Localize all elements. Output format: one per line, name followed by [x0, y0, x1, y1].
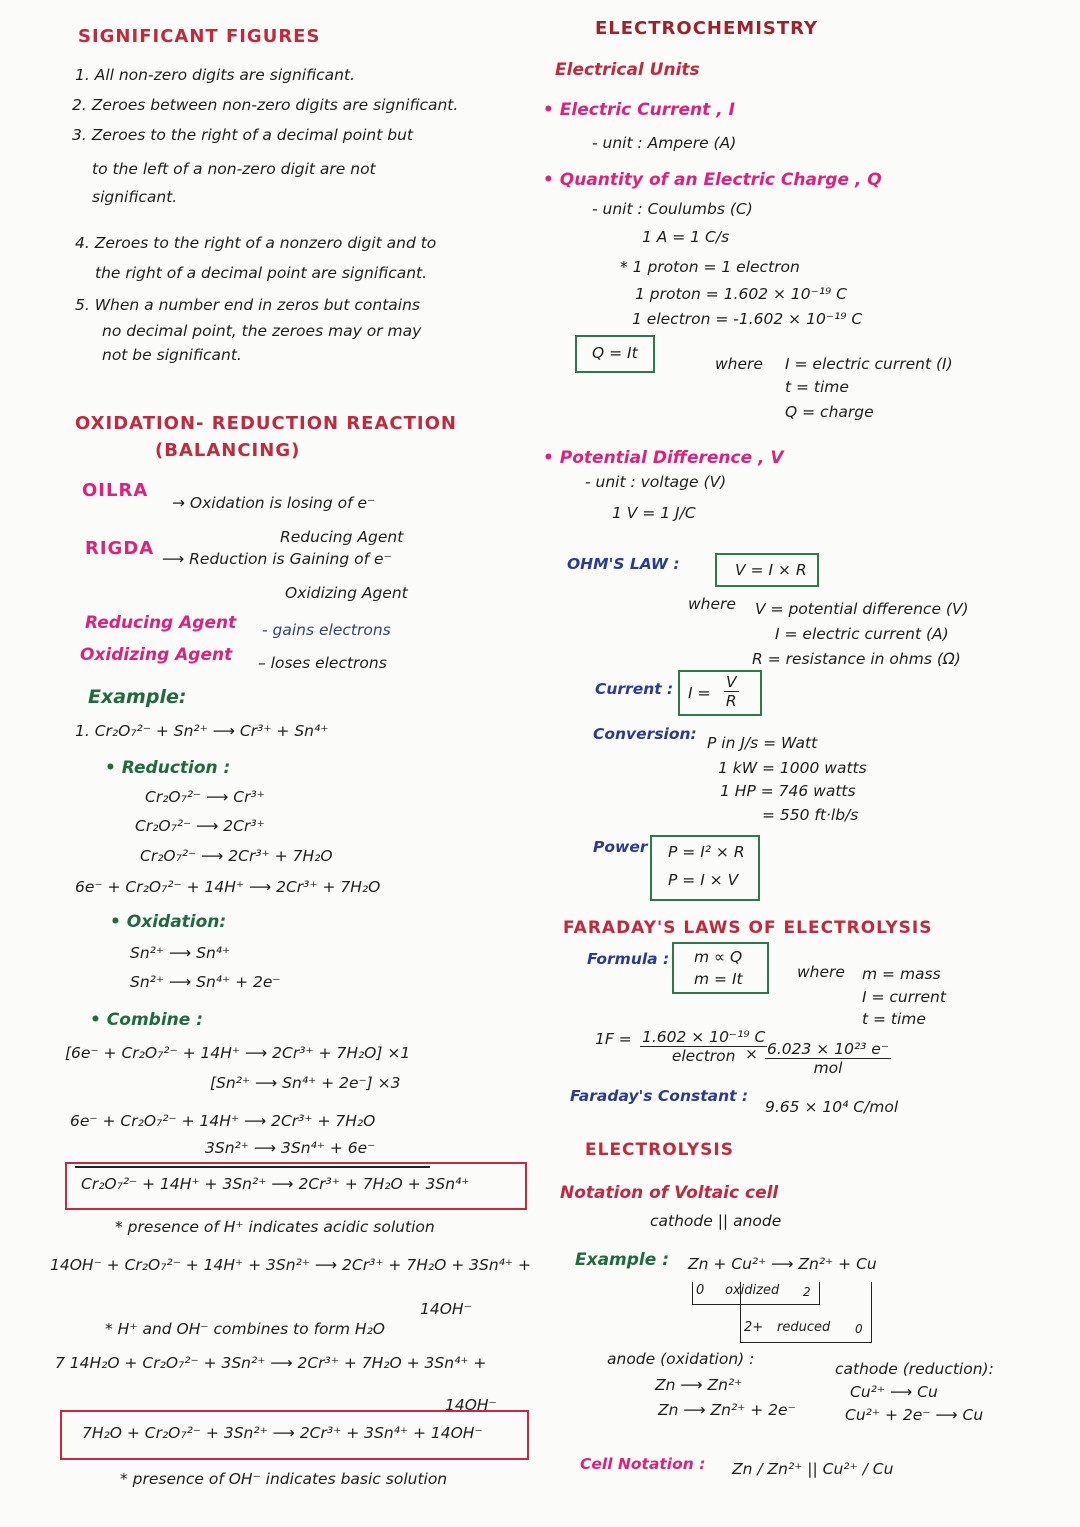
redox-title: OXIDATION- REDUCTION REACTION: [75, 413, 457, 434]
faraday-definition: m = mass: [862, 965, 941, 983]
oilra-agent: Reducing Agent: [280, 528, 404, 546]
redox-subtitle: (BALANCING): [155, 440, 301, 461]
current-lhs: I =: [688, 684, 711, 702]
rigda-text: ⟶ Reduction is Gaining of e⁻: [162, 550, 392, 568]
cathode-line: Cu²⁺ ⟶ Cu: [850, 1383, 938, 1401]
pd-unit: - unit : voltage (V): [585, 473, 727, 491]
acidic-result-box: [65, 1162, 527, 1210]
conversion-line: P in J/s = Watt: [707, 734, 818, 752]
fraction-denominator: mol: [813, 1059, 843, 1077]
q-definition: I = electric current (I): [785, 355, 953, 373]
power-formula: P = I² × R: [668, 843, 745, 861]
cell-notation-value: Zn / Zn²⁺ || Cu²⁺ / Cu: [732, 1460, 894, 1478]
electrochemistry-title: ELECTROCHEMISTRY: [595, 18, 819, 39]
faraday-lhs: 1F =: [595, 1030, 632, 1048]
faraday-definition: t = time: [862, 1010, 926, 1028]
sig-rule: 2. Zeroes between non-zero digits are significant.: [72, 96, 459, 114]
conversion-line: = 550 ft·lb/s: [762, 806, 859, 824]
cell-example-label: Example :: [575, 1250, 670, 1270]
q-definition: Q = charge: [785, 403, 874, 421]
current-fraction: [724, 673, 739, 710]
combine-step: [Sn²⁺ ⟶ Sn⁴⁺ + 2e⁻] ×3: [210, 1074, 401, 1092]
faraday-title: FARADAY'S LAWS OF ELECTROLYSIS: [563, 918, 933, 938]
ohms-law-label: OHM'S LAW :: [567, 555, 680, 573]
basic-step-tail: 14OH⁻: [420, 1300, 472, 1318]
conversion-line: 1 HP = 746 watts: [720, 782, 856, 800]
q-definition: t = time: [785, 378, 849, 396]
reducing-agent-text: - gains electrons: [262, 621, 391, 639]
charge-line: 1 A = 1 C/s: [642, 228, 730, 246]
sig-rule: no decimal point, the zeroes may or may: [102, 322, 422, 340]
pd-definition: 1 V = 1 J/C: [612, 504, 696, 522]
combine-step: 6e⁻ + Cr₂O₇²⁻ + 14H⁺ ⟶ 2Cr³⁺ + 7H₂O: [70, 1112, 376, 1130]
red-end-state: 0: [855, 1322, 863, 1336]
reducing-agent-label: Reducing Agent: [85, 613, 237, 633]
significant-figures-title: SIGNIFICANT FIGURES: [78, 26, 321, 47]
reduction-step: Cr₂O₇²⁻ ⟶ Cr³⁺: [145, 788, 265, 806]
faraday-formula: m = It: [694, 970, 743, 988]
ohm-definition: R = resistance in ohms (Ω): [752, 650, 961, 668]
reduction-step: Cr₂O₇²⁻ ⟶ 2Cr³⁺ + 7H₂O: [140, 847, 333, 865]
anode-line: Zn ⟶ Zn²⁺ + 2e⁻: [658, 1401, 796, 1419]
oxidizing-agent-text: – loses electrons: [258, 654, 387, 672]
anode-line: Zn ⟶ Zn²⁺: [655, 1376, 743, 1394]
oxidation-step: Sn²⁺ ⟶ Sn⁴⁺: [130, 944, 231, 962]
basic-note: * presence of OH⁻ indicates basic solution: [120, 1470, 448, 1488]
fraction-denominator: electron: [671, 1047, 736, 1065]
red-label: reduced: [777, 1320, 831, 1335]
power-formula-box: [650, 835, 760, 901]
charge-line: * 1 proton = 1 electron: [620, 258, 800, 276]
sig-rule: to the left of a non-zero digit are not: [92, 160, 376, 178]
sig-rule: 3. Zeroes to the right of a decimal point but: [72, 126, 413, 144]
sig-rule: the right of a decimal point are significant.: [95, 264, 428, 282]
acidic-note: * presence of H⁺ indicates acidic solution: [115, 1218, 435, 1236]
q-formula-box: [575, 335, 655, 373]
ox-end-state: 2: [803, 1285, 811, 1299]
combine-note: * H⁺ and OH⁻ combines to form H₂O: [105, 1320, 385, 1338]
electrolysis-title: ELECTROLYSIS: [585, 1140, 734, 1160]
reduction-label: • Reduction :: [105, 758, 231, 778]
red-start-state: 2+: [744, 1320, 764, 1335]
conversion-line: 1 kW = 1000 watts: [718, 759, 867, 777]
sig-rule: significant.: [92, 188, 178, 206]
charge-line: 1 proton = 1.602 × 10⁻¹⁹ C: [635, 285, 848, 303]
reduction-bracket: [740, 1282, 872, 1343]
basic-step-tail: 14OH⁻: [445, 1396, 497, 1414]
notation-rule: cathode || anode: [650, 1212, 782, 1230]
faraday-fraction-2: [765, 1040, 891, 1077]
cathode-title: cathode (reduction):: [835, 1360, 994, 1378]
current-label: Current :: [595, 680, 674, 698]
ox-start-state: 0: [696, 1283, 705, 1298]
combine-step: 3Sn²⁺ ⟶ 3Sn⁴⁺ + 6e⁻: [205, 1139, 376, 1157]
oxidation-label: • Oxidation:: [110, 912, 227, 932]
fraction-numerator: 1.602 × 10⁻¹⁹ C: [642, 1028, 766, 1046]
example-label: Example:: [88, 686, 187, 708]
notation-title: Notation of Voltaic cell: [560, 1183, 779, 1203]
faraday-formula: m ∝ Q: [694, 948, 743, 966]
faraday-formula-box: [672, 942, 769, 994]
where-label: where: [797, 963, 845, 981]
cell-notation-label: Cell Notation :: [580, 1455, 706, 1473]
faraday-definition: I = current: [862, 988, 946, 1006]
sig-rule: 5. When a number end in zeros but contains: [75, 296, 420, 314]
ohm-definition: I = electric current (A): [775, 625, 949, 643]
q-formula: Q = It: [592, 344, 638, 362]
electrical-units-title: Electrical Units: [555, 60, 700, 80]
potential-difference-title: • Potential Difference , V: [543, 448, 784, 468]
sig-rule: 1. All non-zero digits are significant.: [75, 66, 355, 84]
power-formula: P = I × V: [668, 871, 739, 889]
charge-unit: - unit : Coulumbs (C): [592, 200, 753, 218]
formula-label: Formula :: [587, 950, 670, 968]
rigda-agent: Oxidizing Agent: [285, 584, 408, 602]
faraday-constant-value: 9.65 × 10⁴ C/mol: [765, 1098, 899, 1116]
where-label: where: [715, 355, 763, 373]
power-label: Power: [593, 838, 648, 856]
sig-rule: 4. Zeroes to the right of a nonzero digit and to: [75, 234, 437, 252]
oilra-label: OILRA: [82, 480, 149, 501]
charge-line: 1 electron = -1.602 × 10⁻¹⁹ C: [632, 310, 863, 328]
charge-title: • Quantity of an Electric Charge , Q: [543, 170, 882, 190]
fraction-numerator: V: [726, 673, 737, 691]
basic-step: 7 14H₂O + Cr₂O₇²⁻ + 3Sn²⁺ ⟶ 2Cr³⁺ + 7H₂O + 3Sn⁴⁺ +: [55, 1354, 487, 1372]
basic-result: 7H₂O + Cr₂O₇²⁻ + 3Sn²⁺ ⟶ 2Cr³⁺ + 3Sn⁴⁺ + 14OH⁻: [82, 1424, 483, 1442]
combine-label: • Combine :: [90, 1010, 203, 1030]
ohm-formula-box: [715, 553, 819, 587]
faraday-constant-label: Faraday's Constant :: [570, 1087, 749, 1105]
current-formula-box: [678, 670, 762, 716]
example-equation: 1. Cr₂O₇²⁻ + Sn²⁺ ⟶ Cr³⁺ + Sn⁴⁺: [75, 722, 329, 740]
ox-label: oxidized: [725, 1283, 780, 1298]
current-unit: - unit : Ampere (A): [592, 134, 737, 152]
basic-step: 14OH⁻ + Cr₂O₇²⁻ + 14H⁺ + 3Sn²⁺ ⟶ 2Cr³⁺ + 7H₂O + 3Sn⁴⁺ +: [50, 1256, 531, 1274]
cell-example-equation: Zn + Cu²⁺ ⟶ Zn²⁺ + Cu: [688, 1255, 877, 1273]
oxidation-step: Sn²⁺ ⟶ Sn⁴⁺ + 2e⁻: [130, 973, 281, 991]
combine-step: [6e⁻ + Cr₂O₇²⁻ + 14H⁺ ⟶ 2Cr³⁺ + 7H₂O] ×1: [65, 1044, 411, 1062]
acidic-result: Cr₂O₇²⁻ + 14H⁺ + 3Sn²⁺ ⟶ 2Cr³⁺ + 7H₂O + 3Sn⁴⁺: [81, 1175, 470, 1193]
fraction-numerator: 6.023 × 10²³ e⁻: [767, 1040, 890, 1058]
reduction-step: Cr₂O₇²⁻ ⟶ 2Cr³⁺: [135, 817, 265, 835]
ohm-definition: V = potential difference (V): [755, 600, 969, 618]
anode-title: anode (oxidation) :: [607, 1350, 755, 1368]
reduction-step: 6e⁻ + Cr₂O₇²⁻ + 14H⁺ ⟶ 2Cr³⁺ + 7H₂O: [75, 878, 381, 896]
cathode-line: Cu²⁺ + 2e⁻ ⟶ Cu: [845, 1406, 984, 1424]
times-sign: ×: [745, 1045, 758, 1063]
ohm-formula: V = I × R: [735, 561, 807, 579]
oilra-text: → Oxidation is losing of e⁻: [172, 494, 376, 512]
where-label: where: [688, 595, 736, 613]
fraction-denominator: R: [725, 692, 737, 710]
basic-result-box: [60, 1410, 529, 1460]
rigda-label: RIGDA: [85, 538, 155, 559]
sig-rule: not be significant.: [102, 346, 242, 364]
electric-current-title: • Electric Current , I: [543, 100, 735, 120]
oxidizing-agent-label: Oxidizing Agent: [80, 645, 233, 665]
conversion-label: Conversion:: [593, 725, 697, 743]
